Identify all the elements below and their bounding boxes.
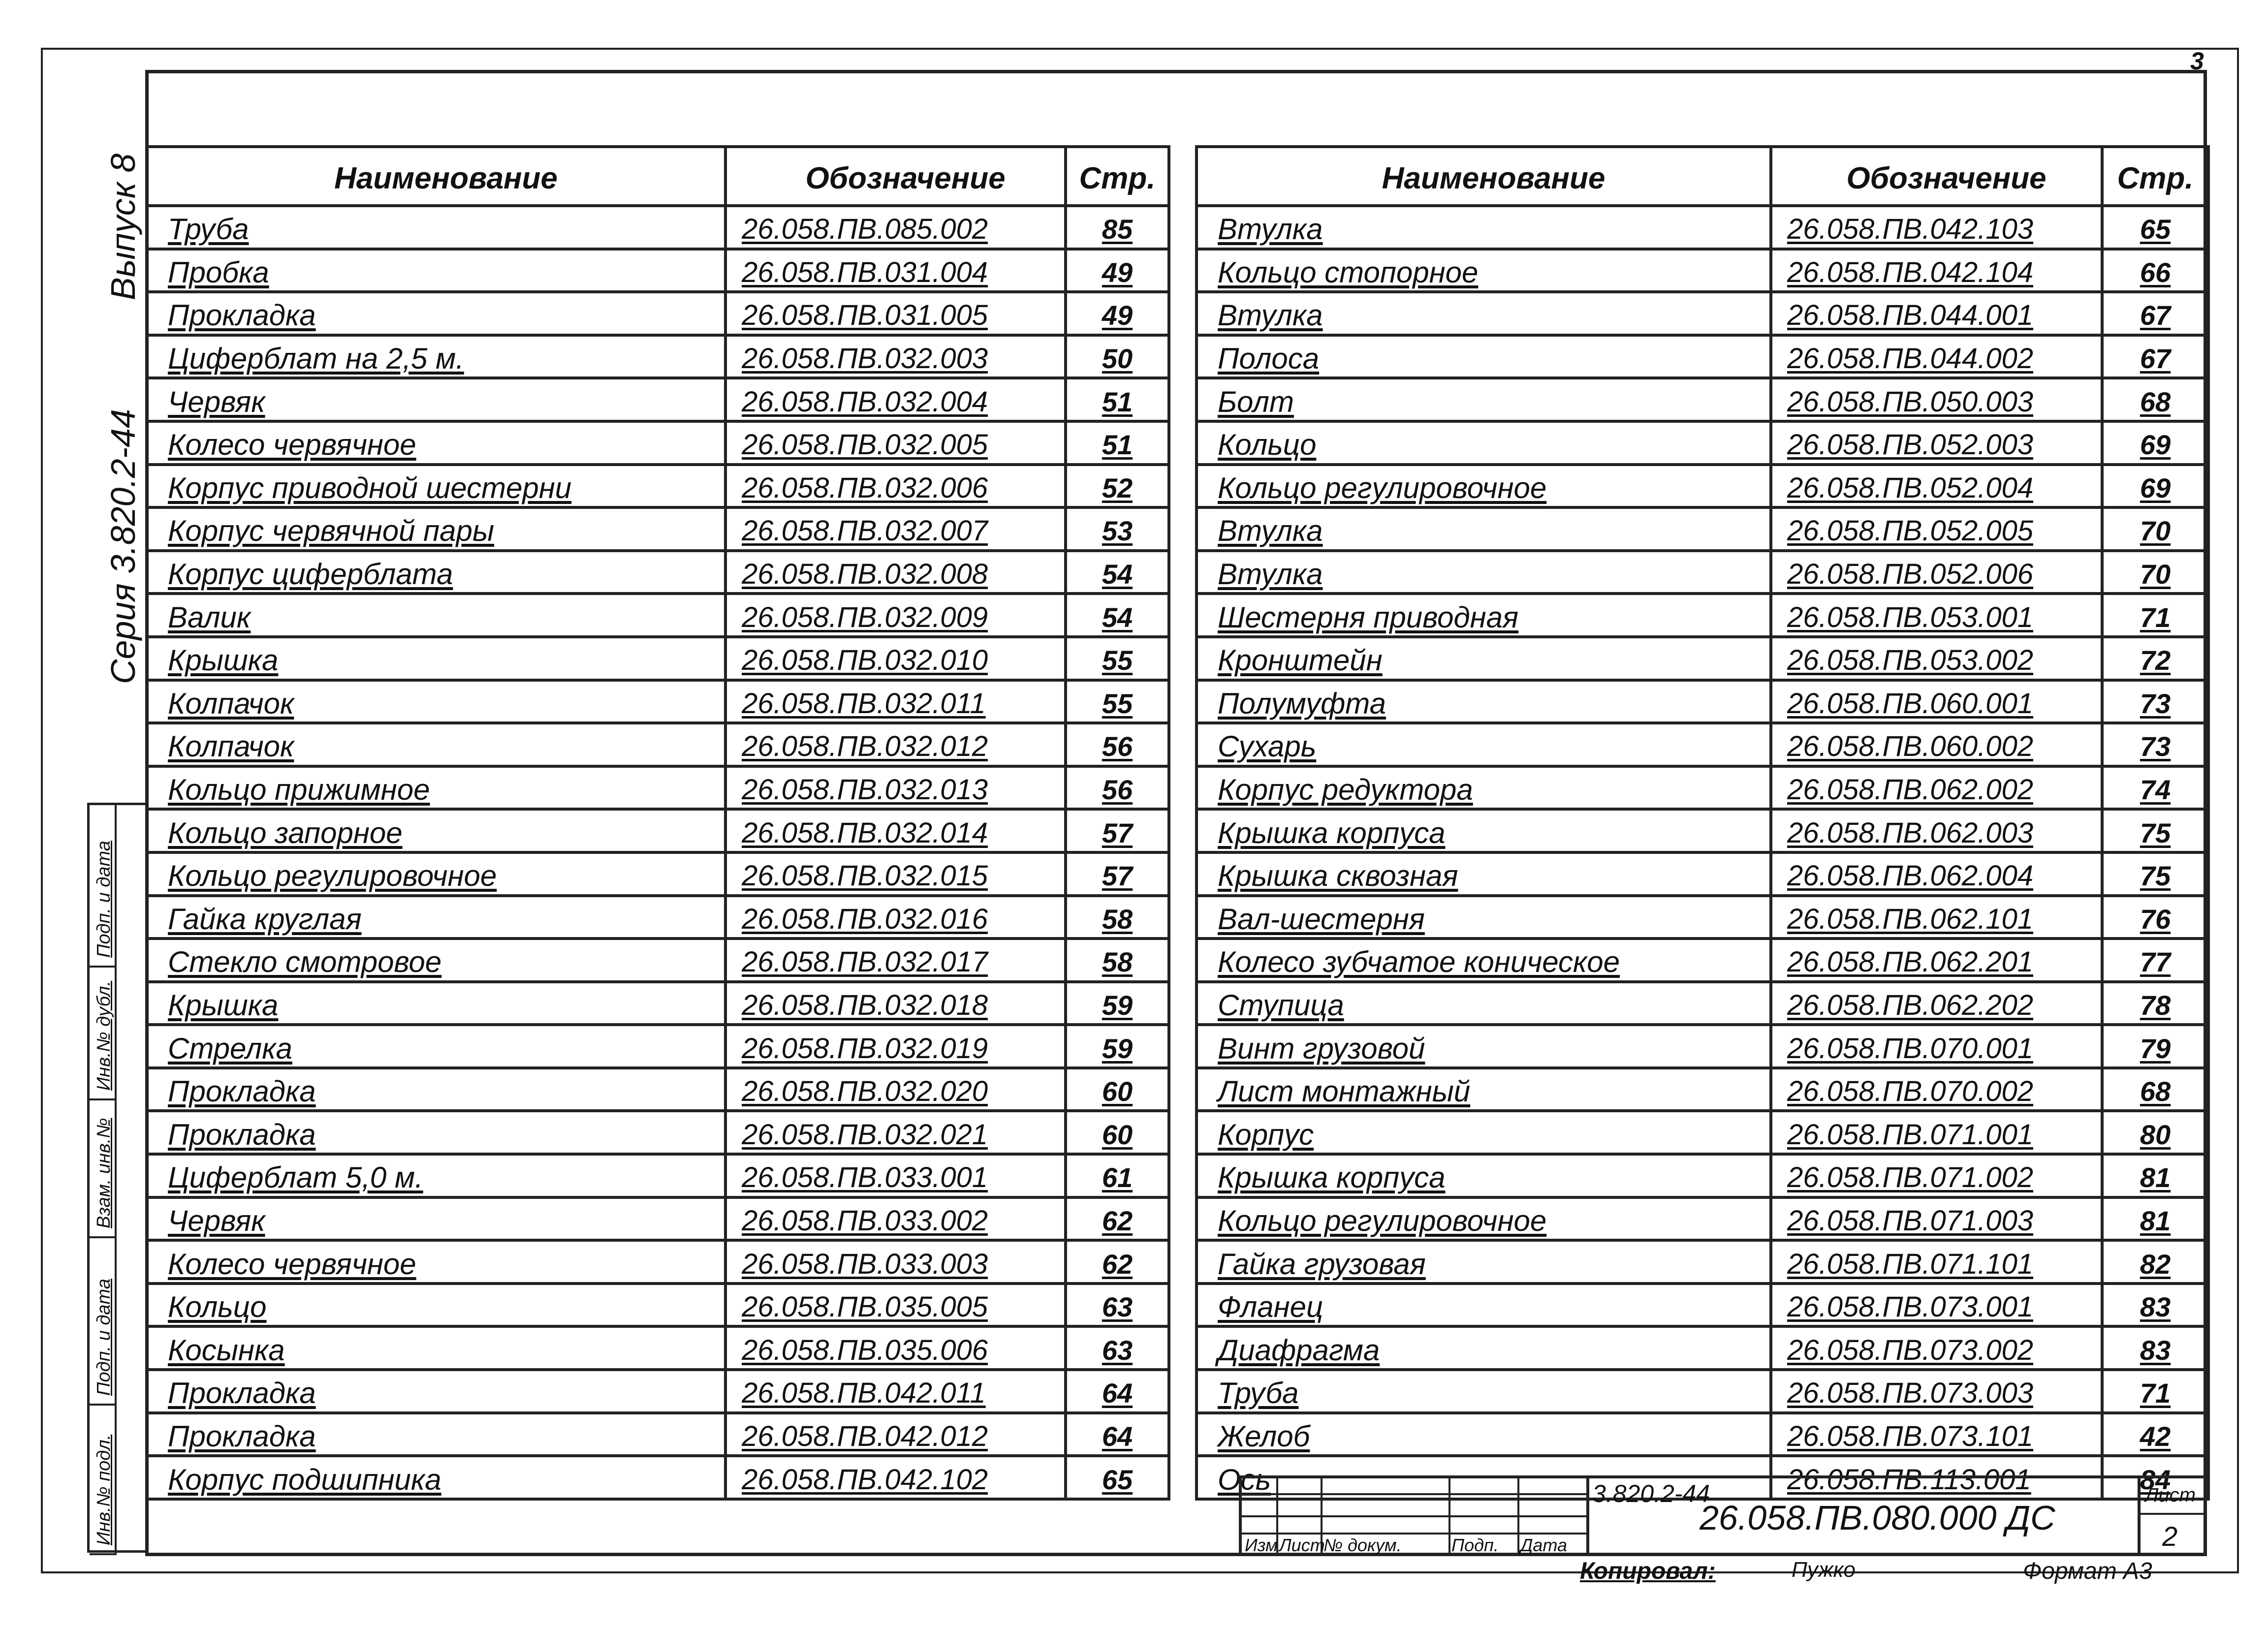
cell-pg: 51 [1066,421,1169,465]
cell-pg: 82 [2102,1240,2208,1284]
sheet-corner-number: 3 [2190,47,2204,75]
cell-name: Труба [1197,1370,1771,1413]
table-row [147,1326,1169,1370]
cell-name: Корпус червячной пары [147,507,725,551]
cell-code: 26.058.ПВ.032.008 [725,551,1066,594]
cell-name: Косынка [147,1326,725,1370]
cell-code: 26.058.ПВ.033.003 [725,1240,1066,1284]
cell-pg: 81 [2102,1197,2208,1241]
cell-code: 26.058.ПВ.032.003 [725,335,1066,378]
cell-code: 26.058.ПВ.032.010 [725,637,1066,680]
cell-name: Лист монтажный [1197,1068,1771,1111]
cell-name: Циферблат 5,0 м. [147,1154,725,1197]
cell-name: Сухарь [1197,723,1771,766]
table-row [147,896,1169,939]
header-page: Стр. [1066,147,1169,206]
cell-name: Крышка сквозная [1197,852,1771,896]
table-row [147,465,1169,508]
cell-name: Фланец [1197,1284,1771,1327]
cell-name: Гайка грузовая [1197,1240,1771,1284]
cell-pg: 52 [1066,465,1169,508]
table-row [1197,766,2208,810]
cell-name: Червяк [147,378,725,421]
cell-pg: 63 [1066,1284,1169,1327]
sheet-number: 2 [2162,1521,2178,1552]
title-col-label: Дата [1520,1535,1567,1555]
table-row [1197,507,2208,551]
title-col-label: Подп. [1451,1535,1499,1555]
cell-pg: 57 [1066,852,1169,896]
stamp-label: Инв.№ подл. [94,1434,114,1545]
cell-code: 26.058.ПВ.032.018 [725,982,1066,1025]
cell-code: 26.058.ПВ.042.103 [1771,206,2102,249]
cell-name: Кольцо прижимное [147,766,725,810]
cell-pg: 74 [2102,766,2208,810]
cell-name: Крышка [147,982,725,1025]
table-row [1197,1025,2208,1068]
table-row [147,249,1169,292]
cell-pg: 56 [1066,766,1169,810]
table-row [147,680,1169,723]
cell-code: 26.058.ПВ.070.002 [1771,1068,2102,1111]
table-row [1197,852,2208,896]
table-row [147,1370,1169,1413]
cell-code: 26.058.ПВ.035.005 [725,1284,1066,1327]
cell-code: 26.058.ПВ.085.002 [725,206,1066,249]
cell-pg: 54 [1066,551,1169,594]
cell-pg: 63 [1066,1326,1169,1370]
right-table [1195,145,2210,1501]
cell-name: Диафрагма [1197,1326,1771,1370]
cell-code: 26.058.ПВ.060.001 [1771,680,2102,723]
cell-name: Пробка [147,249,725,292]
table-row [1197,249,2208,292]
cell-name: Кольцо регулировочное [147,852,725,896]
cell-pg: 55 [1066,680,1169,723]
header-page: Стр. [2102,147,2208,206]
cell-name: Циферблат на 2,5 м. [147,335,725,378]
cell-pg: 67 [2102,292,2208,335]
cell-code: 26.058.ПВ.033.002 [725,1197,1066,1241]
cell-pg: 57 [1066,809,1169,852]
table-row [1197,465,2208,508]
cell-code: 26.058.ПВ.062.202 [1771,982,2102,1025]
cell-pg: 64 [1066,1413,1169,1456]
cell-code: 26.058.ПВ.032.009 [725,594,1066,637]
cell-name: Шестерня приводная [1197,594,1771,637]
header-name: Наименование [1197,147,1771,206]
cell-pg: 72 [2102,637,2208,680]
cell-pg: 64 [1066,1370,1169,1413]
cell-code: 26.058.ПВ.032.017 [725,939,1066,982]
cell-pg: 49 [1066,249,1169,292]
cell-name: Кронштейн [1197,637,1771,680]
cell-pg: 65 [1066,1456,1169,1499]
cell-name: Корпус циферблата [147,551,725,594]
table-row [1197,1240,2208,1284]
cell-code: 26.058.ПВ.070.001 [1771,1025,2102,1068]
table-row [147,206,1169,249]
cell-code: 26.058.ПВ.073.003 [1771,1370,2102,1413]
cell-pg: 70 [2102,551,2208,594]
cell-pg: 56 [1066,723,1169,766]
table-row [1197,809,2208,852]
document-code: 26.058.ПВ.080.000 ДС [1700,1499,2055,1537]
cell-name: Крышка [147,637,725,680]
cell-name: Винт грузовой [1197,1025,1771,1068]
cell-pg: 73 [2102,723,2208,766]
table-row [147,1154,1169,1197]
cell-name: Колесо зубчатое коническое [1197,939,1771,982]
header-code: Обозначение [725,147,1066,206]
cell-pg: 61 [1066,1154,1169,1197]
cell-pg: 83 [2102,1284,2208,1327]
table-row [147,766,1169,810]
table-row [1197,206,2208,249]
format-label: Формат А3 [2023,1558,2152,1584]
tb-line [1242,1493,1586,1495]
stamp-label: Подп. и дата [94,841,114,958]
stamp-label: Взам. инв.№ [94,1118,114,1228]
table-row [1197,1370,2208,1413]
table-row [1197,982,2208,1025]
table-row [1197,421,2208,465]
cell-code: 26.058.ПВ.053.001 [1771,594,2102,637]
tb-line [1242,1515,1586,1517]
cell-pg: 84 [2102,1456,2208,1499]
cell-pg: 62 [1066,1240,1169,1284]
cell-code: 26.058.ПВ.062.002 [1771,766,2102,810]
cell-code: 26.058.ПВ.073.002 [1771,1326,2102,1370]
cell-pg: 53 [1066,507,1169,551]
cell-pg: 77 [2102,939,2208,982]
table-row [147,1025,1169,1068]
cell-code: 26.058.ПВ.052.004 [1771,465,2102,508]
cell-pg: 70 [2102,507,2208,551]
cell-pg: 55 [1066,637,1169,680]
cell-name: Втулка [1197,292,1771,335]
cell-name: Втулка [1197,551,1771,594]
cell-pg: 59 [1066,1025,1169,1068]
table-row [147,1284,1169,1327]
cell-pg: 75 [2102,809,2208,852]
cell-code: 26.058.ПВ.035.006 [725,1326,1066,1370]
cell-pg: 73 [2102,680,2208,723]
cell-code: 26.058.ПВ.032.005 [725,421,1066,465]
cell-code: 26.058.ПВ.032.012 [725,723,1066,766]
cell-code: 26.058.ПВ.031.005 [725,292,1066,335]
table-row [147,1240,1169,1284]
stamp-label: Подп. и дата [94,1279,114,1396]
copied-label: Копировал: [1580,1558,1716,1584]
cell-pg: 65 [2102,206,2208,249]
cell-code: 26.058.ПВ.032.019 [725,1025,1066,1068]
cell-name: Колпачок [147,680,725,723]
table-row [147,723,1169,766]
cell-code: 26.058.ПВ.032.004 [725,378,1066,421]
cell-code: 26.058.ПВ.033.001 [725,1154,1066,1197]
table-row [1197,1068,2208,1111]
table-row [1197,896,2208,939]
cell-code: 26.058.ПВ.032.020 [725,1068,1066,1111]
table-row [147,1197,1169,1241]
table-row [147,378,1169,421]
table-row [1197,594,2208,637]
cell-code: 26.058.ПВ.052.003 [1771,421,2102,465]
tb-line [1242,1533,1586,1535]
cell-name: Прокладка [147,292,725,335]
title-col-label: Лист [1279,1535,1325,1555]
cell-name: Стрелка [147,1025,725,1068]
cell-name: Валик [147,594,725,637]
title-col-label: № докум. [1323,1535,1402,1555]
cell-pg: 66 [2102,249,2208,292]
table-row [1197,1197,2208,1241]
cell-name: Болт [1197,378,1771,421]
cell-code: 26.058.ПВ.042.104 [1771,249,2102,292]
cell-pg: 54 [1066,594,1169,637]
cell-pg: 60 [1066,1111,1169,1154]
table-row [147,982,1169,1025]
table-row [1197,939,2208,982]
copied-by: Пужко [1792,1558,1856,1582]
cell-name: Прокладка [147,1068,725,1111]
cell-name: Крышка корпуса [1197,809,1771,852]
header-name: Наименование [147,147,725,206]
cell-code: 26.058.ПВ.032.016 [725,896,1066,939]
cell-code: 26.058.ПВ.042.102 [725,1456,1066,1499]
cell-pg: 58 [1066,939,1169,982]
table-row [147,1413,1169,1456]
cell-name: Кольцо [147,1284,725,1327]
cell-name: Кольцо запорное [147,809,725,852]
table-row [1197,1413,2208,1456]
cell-name: Втулка [1197,206,1771,249]
cell-name: Кольцо регулировочное [1197,1197,1771,1241]
cell-pg: 78 [2102,982,2208,1025]
cell-code: 26.058.ПВ.042.011 [725,1370,1066,1413]
cell-pg: 62 [1066,1197,1169,1241]
cell-name: Стекло смотровое [147,939,725,982]
cell-name: Желоб [1197,1413,1771,1456]
cell-pg: 85 [1066,206,1169,249]
table-row [147,939,1169,982]
table-row [147,852,1169,896]
title-col-label: Изм [1245,1535,1278,1555]
left-table [145,145,1170,1501]
cell-name: Корпус [1197,1111,1771,1154]
cell-pg: 71 [2102,594,2208,637]
cell-name: Корпус приводной шестерни [147,465,725,508]
cell-pg: 60 [1066,1068,1169,1111]
cell-name: Корпус подшипника [147,1456,725,1499]
cell-pg: 83 [2102,1326,2208,1370]
cell-name: Прокладка [147,1111,725,1154]
table-row [1197,1284,2208,1327]
cell-pg: 50 [1066,335,1169,378]
cell-code: 26.058.ПВ.071.001 [1771,1111,2102,1154]
cell-code: 26.058.ПВ.062.004 [1771,852,2102,896]
cell-name: Кольцо стопорное [1197,249,1771,292]
series-label: Серия 3.820.2-44 [104,409,142,684]
cell-code: 26.058.ПВ.062.101 [1771,896,2102,939]
cell-pg: 71 [2102,1370,2208,1413]
cell-pg: 67 [2102,335,2208,378]
cell-code: 26.058.ПВ.050.003 [1771,378,2102,421]
cell-code: 26.058.ПВ.062.201 [1771,939,2102,982]
table-row [147,637,1169,680]
cell-code: 26.058.ПВ.060.002 [1771,723,2102,766]
cell-name: Колесо червячное [147,1240,725,1284]
cell-code: 26.058.ПВ.044.002 [1771,335,2102,378]
cell-name: Гайка круглая [147,896,725,939]
cell-code: 26.058.ПВ.052.006 [1771,551,2102,594]
cell-code: 26.058.ПВ.073.101 [1771,1413,2102,1456]
cell-pg: 49 [1066,292,1169,335]
cell-pg: 75 [2102,852,2208,896]
cell-name: Кольцо регулировочное [1197,465,1771,508]
cell-code: 26.058.ПВ.032.011 [725,680,1066,723]
table-row [147,1111,1169,1154]
cell-name: Втулка [1197,507,1771,551]
table-row [147,1068,1169,1111]
cell-code: 26.058.ПВ.073.001 [1771,1284,2102,1327]
issue-label: Выпуск 8 [104,153,142,300]
cell-code: 26.058.ПВ.031.004 [725,249,1066,292]
table-row [147,551,1169,594]
cell-code: 26.058.ПВ.053.002 [1771,637,2102,680]
cell-code: 26.058.ПВ.042.012 [725,1413,1066,1456]
cell-name: Полумуфта [1197,680,1771,723]
table-row [1197,551,2208,594]
cell-name: Прокладка [147,1370,725,1413]
table-row [147,1456,1169,1499]
cell-name: Ступица [1197,982,1771,1025]
cell-name: Прокладка [147,1413,725,1456]
cell-pg: 81 [2102,1154,2208,1197]
cell-pg: 58 [1066,896,1169,939]
cell-name: Червяк [147,1197,725,1241]
cell-pg: 79 [2102,1025,2208,1068]
table-row [1197,1154,2208,1197]
cell-pg: 80 [2102,1111,2208,1154]
margin-stamp [87,803,145,1553]
cell-pg: 68 [2102,378,2208,421]
table-row [1197,680,2208,723]
table-row [1197,292,2208,335]
cell-code: 26.058.ПВ.071.101 [1771,1240,2102,1284]
cell-name: Колпачок [147,723,725,766]
cell-name: Крышка корпуса [1197,1154,1771,1197]
cell-pg: 59 [1066,982,1169,1025]
cell-code: 26.058.ПВ.032.006 [725,465,1066,508]
stamp-label: Инв.№ дубл. [94,980,114,1091]
table-row [147,594,1169,637]
table-row [147,507,1169,551]
cell-code: 26.058.ПВ.032.015 [725,852,1066,896]
cell-code: 26.058.ПВ.071.002 [1771,1154,2102,1197]
cell-name: Колесо червячное [147,421,725,465]
header-code: Обозначение [1771,147,2102,206]
cell-code: 26.058.ПВ.032.021 [725,1111,1066,1154]
table-row [147,809,1169,852]
cell-code: 26.058.ПВ.044.001 [1771,292,2102,335]
table-row [147,421,1169,465]
table-row [1197,335,2208,378]
table-row [1197,637,2208,680]
cell-code: 26.058.ПВ.071.003 [1771,1197,2102,1241]
cell-pg: 51 [1066,378,1169,421]
cell-name: Кольцо [1197,421,1771,465]
cell-name: Труба [147,206,725,249]
cell-code: 26.058.ПВ.113.001 [1771,1456,2102,1499]
table-row [147,335,1169,378]
table-row [1197,723,2208,766]
table-row [147,292,1169,335]
cell-code: 26.058.ПВ.032.013 [725,766,1066,810]
project-code: 3.820.2-44 [1592,1480,1710,1507]
cell-pg: 69 [2102,421,2208,465]
cell-name: Ось [1197,1456,1771,1499]
cell-name: Вал-шестерня [1197,896,1771,939]
cell-code: 26.058.ПВ.062.003 [1771,809,2102,852]
cell-pg: 68 [2102,1068,2208,1111]
cell-pg: 76 [2102,896,2208,939]
cell-code: 26.058.ПВ.052.005 [1771,507,2102,551]
sheet-label: Лист [2145,1484,2196,1506]
cell-name: Полоса [1197,335,1771,378]
cell-name: Корпус редуктора [1197,766,1771,810]
table-row [1197,1111,2208,1154]
cell-code: 26.058.ПВ.032.014 [725,809,1066,852]
table-row [1197,1326,2208,1370]
title-block [1239,1475,2207,1556]
cell-pg: 42 [2102,1413,2208,1456]
table-row [1197,378,2208,421]
cell-pg: 69 [2102,465,2208,508]
cell-code: 26.058.ПВ.032.007 [725,507,1066,551]
